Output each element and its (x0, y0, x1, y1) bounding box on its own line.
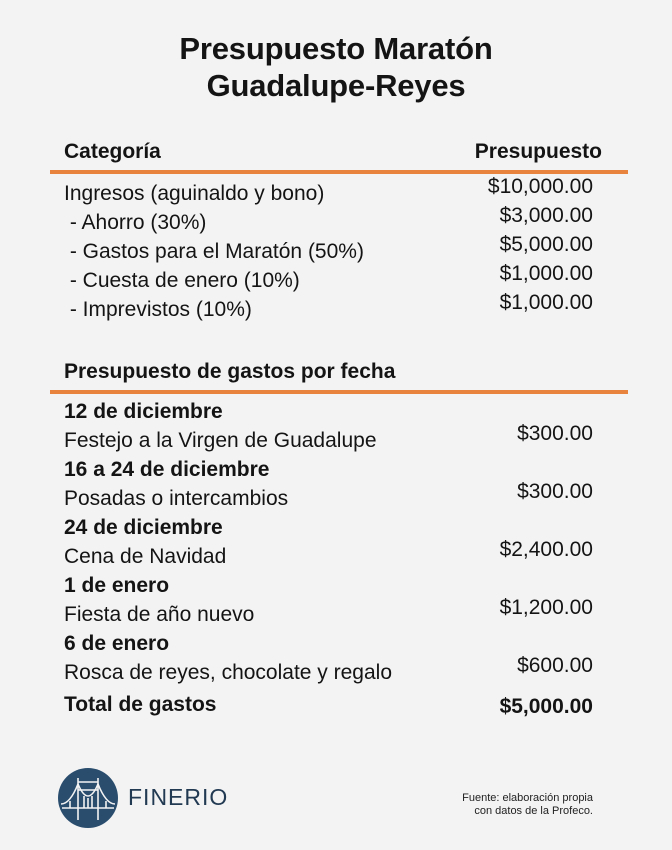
expenses-divider (50, 390, 628, 394)
expense-date: 1 de enero (64, 574, 170, 597)
budget-item-amount: $1,000.00 (499, 291, 593, 314)
total-label: Total de gastos (64, 693, 217, 716)
column-header-category: Categoría (64, 140, 161, 163)
column-header-budget: Presupuesto (474, 140, 602, 163)
budget-item-amount: $1,000.00 (499, 262, 593, 285)
title-line-1: Presupuesto Maratón (179, 31, 493, 66)
page-title (0, 30, 672, 104)
source-line-1: Fuente: elaboración propia (462, 792, 593, 804)
expense-date: 16 a 24 de diciembre (64, 458, 270, 481)
expense-date: 12 de diciembre (64, 400, 223, 423)
expense-description: Festejo a la Virgen de Guadalupe (64, 429, 377, 452)
expense-description: Posadas o intercambios (64, 487, 289, 510)
expenses-heading: Presupuesto de gastos por fecha (64, 360, 396, 383)
brand-name: FINERIO (128, 784, 229, 810)
expense-amount: $300.00 (517, 422, 593, 445)
expense-description: Fiesta de año nuevo (64, 603, 255, 626)
bridge-logo-icon (58, 768, 118, 828)
budget-item-amount: $5,000.00 (499, 233, 593, 256)
budget-item-amount: $3,000.00 (499, 204, 593, 227)
budget-item-label: - Imprevistos (10%) (64, 298, 252, 321)
expense-amount: $300.00 (517, 480, 593, 503)
expense-amount: $1,200.00 (499, 596, 593, 619)
expense-amount: $2,400.00 (499, 538, 593, 561)
title-line-2: Guadalupe-Reyes (206, 68, 466, 103)
source-line-2: con datos de la Profeco. (474, 805, 593, 817)
budget-item-label: Ingresos (aguinaldo y bono) (64, 182, 325, 205)
expense-amount: $600.00 (517, 654, 593, 677)
expense-date: 24 de diciembre (64, 516, 223, 539)
budget-item-amount: $10,000.00 (487, 175, 593, 198)
expense-description: Rosca de reyes, chocolate y regalo (64, 661, 393, 684)
budget-item-label: - Ahorro (30%) (64, 211, 207, 234)
source-note (462, 792, 593, 818)
budget-item-label: - Cuesta de enero (10%) (64, 269, 300, 292)
expense-description: Cena de Navidad (64, 545, 227, 568)
total-amount: $5,000.00 (499, 695, 593, 718)
expense-date: 6 de enero (64, 632, 170, 655)
budget-item-label: - Gastos para el Maratón (50%) (64, 240, 364, 263)
